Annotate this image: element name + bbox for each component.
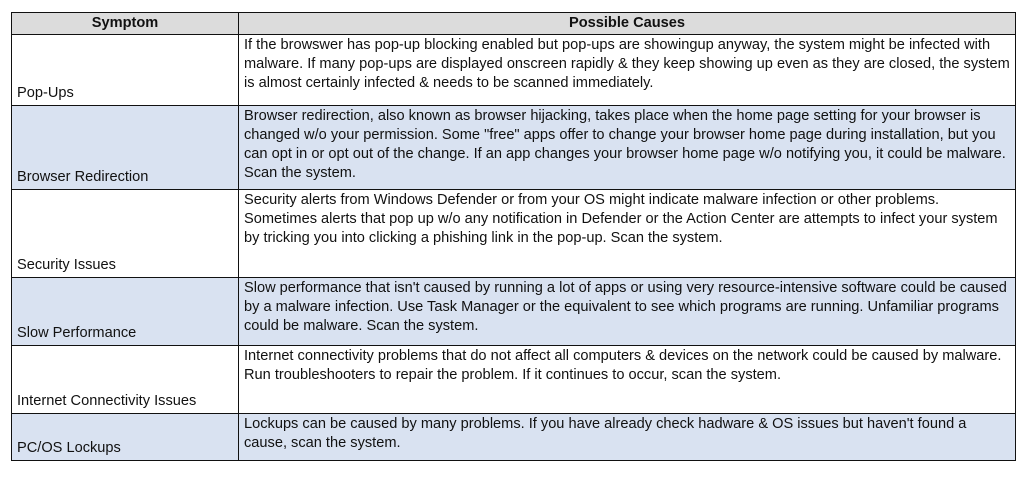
cause-cell: Lockups can be caused by many problems. If you have already check hadware & OS issues but haven't found a cause, scan the system. (239, 414, 1016, 461)
table-row (12, 278, 1016, 346)
header-row (12, 13, 1016, 35)
symptom-cell: Internet Connectivity Issues (12, 346, 239, 414)
cause-cell: Security alerts from Windows Defender or from your OS might indicate malware infection or other problems. Sometimes alerts that pop up w/o any notification in Defender or the Action Center are attempts to infect your system by tricking you into clicking a phishing link in the pop-up. Scan the system. (239, 190, 1016, 278)
table-row (12, 414, 1016, 461)
symptom-cell: Browser Redirection (12, 106, 239, 190)
header-symptom: Symptom (12, 13, 239, 35)
cause-cell: Internet connectivity problems that do not affect all computers & devices on the network could be caused by malware. Run troubleshooters to repair the problem. If it continues to occur, scan the system. (239, 346, 1016, 414)
table-row (12, 106, 1016, 190)
symptom-cell: PC/OS Lockups (12, 414, 239, 461)
symptom-cell: Security Issues (12, 190, 239, 278)
table-row (12, 35, 1016, 106)
table-row (12, 190, 1016, 278)
symptom-causes-table (11, 12, 1016, 461)
table-row (12, 346, 1016, 414)
cause-cell: If the browswer has pop-up blocking enabled but pop-ups are showingup anyway, the system might be infected with malware. If many pop-ups are displayed onscreen rapidly & they keep showing up even as they are closed, the system is almost certainly infected & needs to be scanned immediately. (239, 35, 1016, 106)
cause-cell: Slow performance that isn't caused by running a lot of apps or using very resource-intensive software could be caused by a malware infection. Use Task Manager or the equivalent to see which programs are running. Unfamiliar programs could be malware. Scan the system. (239, 278, 1016, 346)
symptom-cell: Pop-Ups (12, 35, 239, 106)
cause-cell: Browser redirection, also known as browser hijacking, takes place when the home page setting for your browser is changed w/o your permission. Some "free" apps offer to change your browser home page during installation, but you can opt in or opt out of the change. If an app changes your browser home page w/o notifying you, it could be malware. Scan the system. (239, 106, 1016, 190)
symptom-cell: Slow Performance (12, 278, 239, 346)
header-possible-causes: Possible Causes (239, 13, 1016, 35)
